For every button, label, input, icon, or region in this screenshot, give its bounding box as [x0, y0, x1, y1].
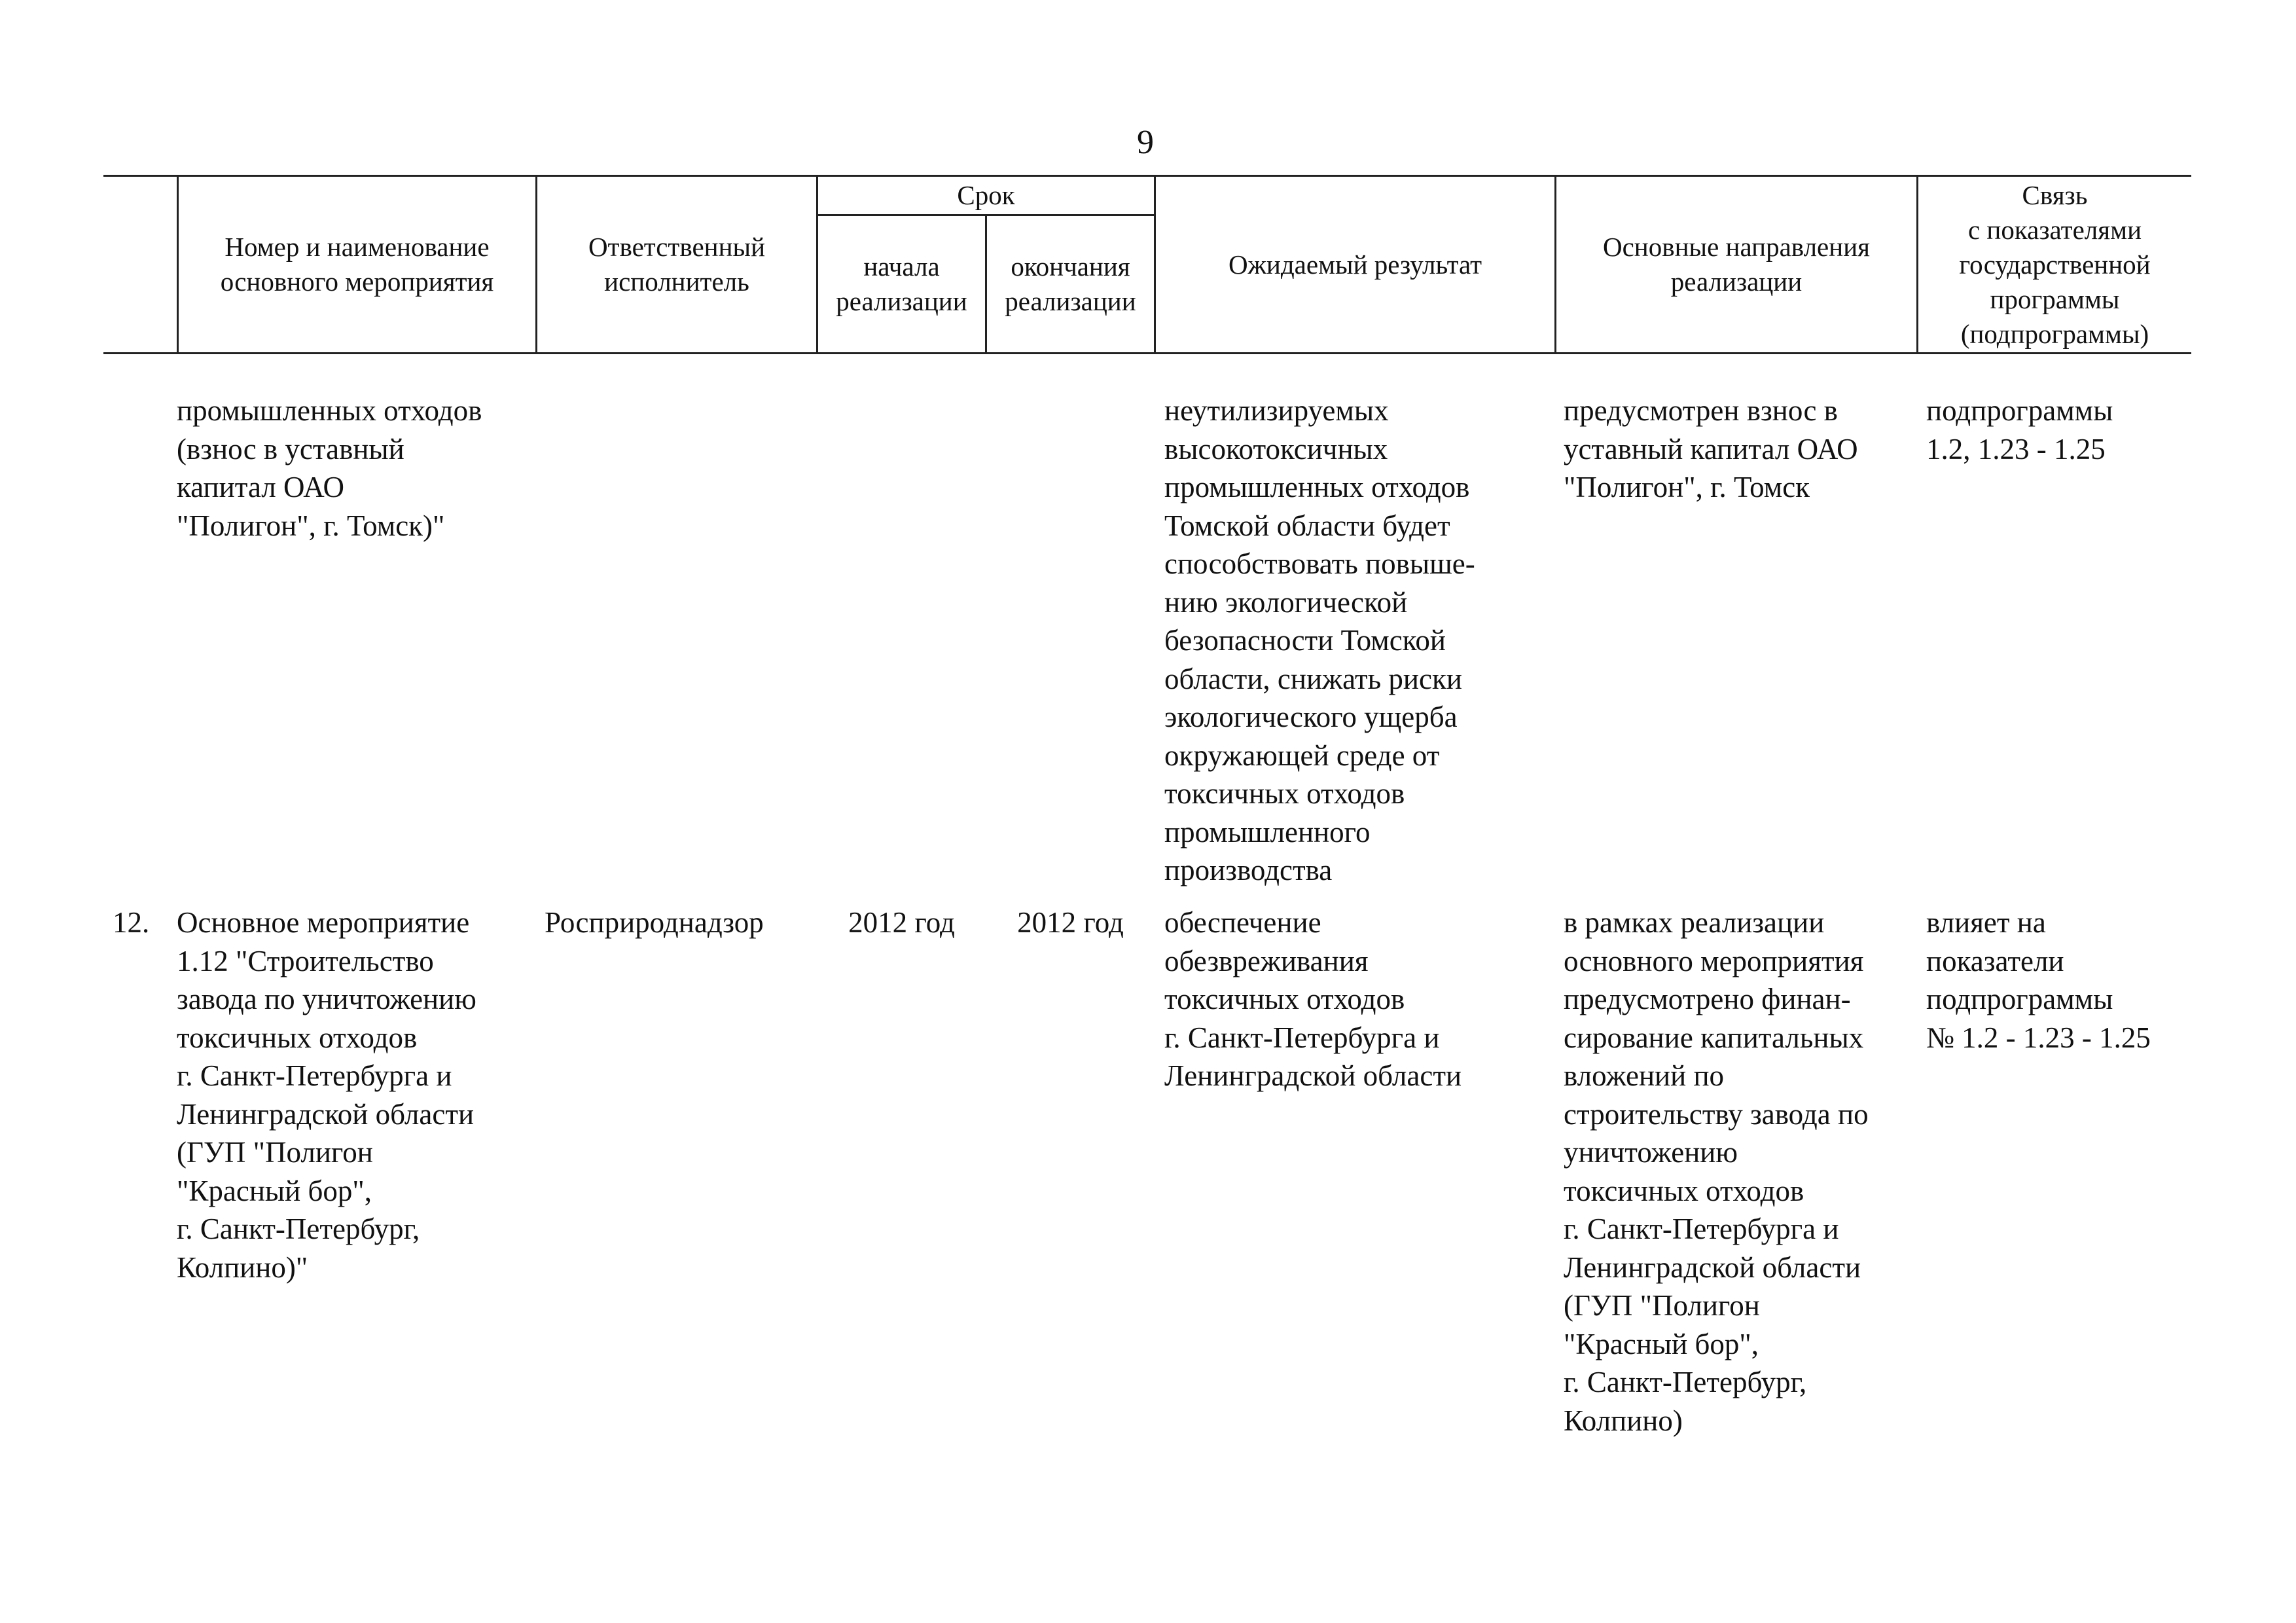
- row-12-number: 12.: [113, 906, 150, 939]
- row-continuation-link: подпрограммы 1.2, 1.23 - 1.25: [1926, 394, 2113, 465]
- header-directions: Основные направления реализации: [1603, 232, 1870, 297]
- header-link: Связь с показателями государственной программы (подпрограммы): [1959, 179, 2151, 349]
- row-12-directions: в рамках реализации основного мероприятия предусмотрено финан- сирование капитальных вложений по строительству завода по уничтожению токсичных отходов г. Санкт-Петербурга и Ленинградской области (ГУП "Полигон "Красный бор", г. Санкт-Петербург, Колпино): [1564, 906, 1869, 1437]
- header-name: Номер и наименование основного мероприятия: [220, 232, 494, 297]
- header-period: Срок: [957, 180, 1015, 210]
- header-executor: Ответственный исполнитель: [588, 232, 766, 297]
- row-12-link: влияет на показатели подпрограммы № 1.2 - 1.23 - 1.25: [1926, 906, 2151, 1054]
- row-12-result: обеспечение обезвреживания токсичных отходов г. Санкт-Петербурга и Ленинградской области: [1164, 906, 1462, 1092]
- row-continuation-directions: предусмотрен взнос в уставный капитал ОАО "Полигон", г. Томск: [1564, 394, 1858, 503]
- row-12-end: 2012 год: [1017, 906, 1124, 939]
- page-number: 9: [1137, 124, 1154, 161]
- row-12-name: Основное мероприятие 1.12 "Строительство завода по уничтожению токсичных отходов г. Санкт-Петербурга и Ленинградской области (ГУП "Полигон "Красный бор", г. Санкт-Петербург, Колпино)": [177, 906, 476, 1284]
- row-12-start: 2012 год: [848, 906, 955, 939]
- header-end: окончания реализации: [1005, 251, 1136, 316]
- row-continuation-result: неутилизируемых высокотоксичных промышленных отходов Томской области будет способствовать повыше- нию экологической безопасности Томской области, снижать риски экологического ущерба окружающей среде от токсичных отходов промышленного производства: [1164, 394, 1475, 886]
- row-12-executor: Росприроднадзор: [545, 906, 764, 939]
- header-result: Ожидаемый результат: [1228, 249, 1482, 280]
- header-bottom-rule: [103, 352, 2191, 354]
- header-start: начала реализации: [836, 251, 967, 316]
- row-continuation-name: промышленных отходов (взнос в уставный капитал ОАО "Полигон", г. Томск)": [177, 394, 482, 542]
